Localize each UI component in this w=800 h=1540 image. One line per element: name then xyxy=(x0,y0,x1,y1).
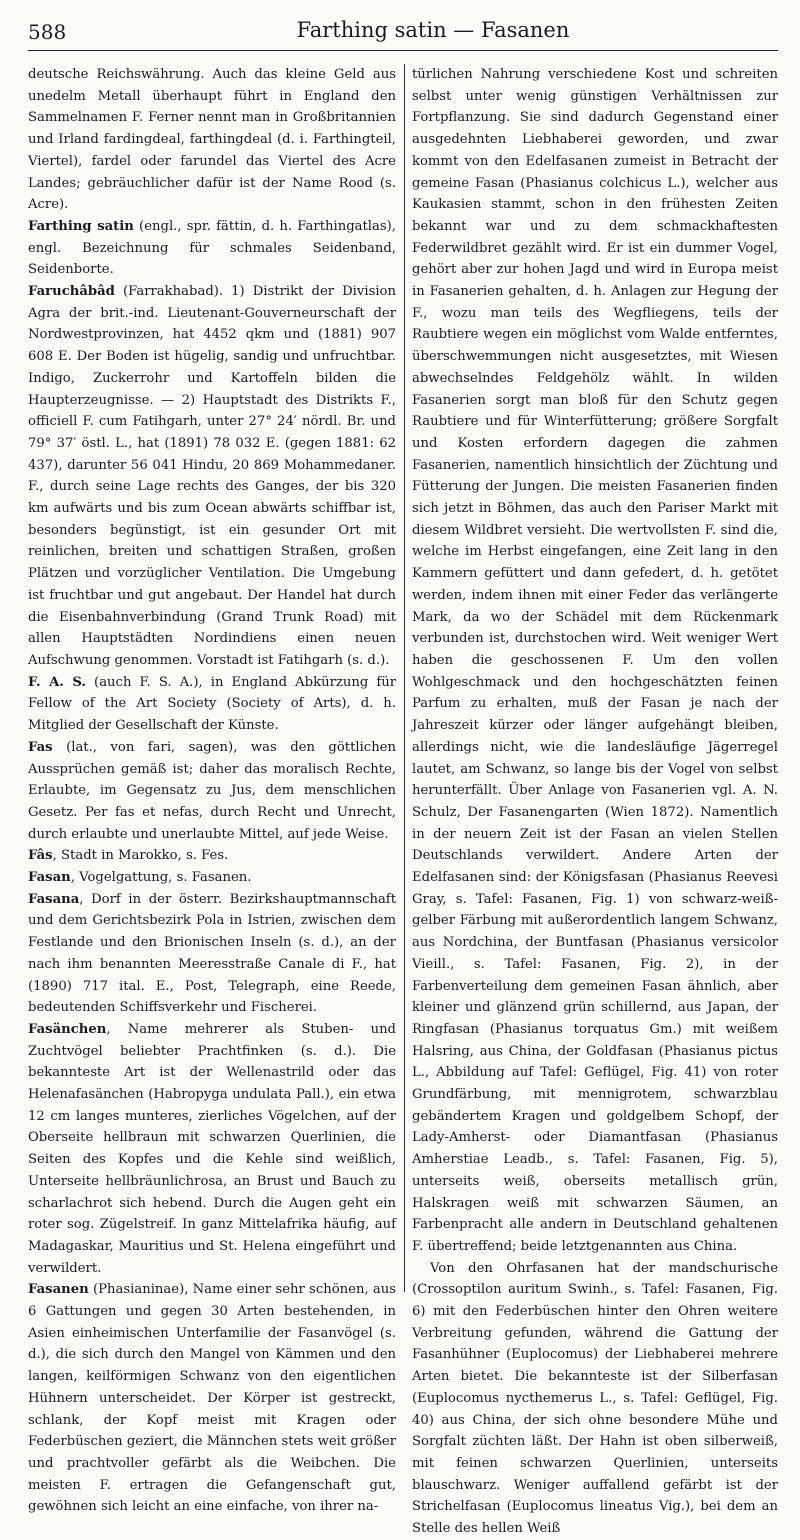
dictionary-entry xyxy=(28,889,396,1019)
entry-headword: Fasan xyxy=(28,870,71,886)
entry-text: (engl., spr. fättin, d. h. Farthingatlas), engl. Bezeichnung für schmales Seidenband, Seidenborte. xyxy=(28,218,396,278)
dictionary-entry xyxy=(28,867,396,889)
left-column xyxy=(28,64,396,1515)
right-column xyxy=(412,64,778,1537)
entry-headword: Fasanen xyxy=(28,1282,89,1298)
entry-text: , Vogelgattung, s. Fasanen. xyxy=(70,870,252,886)
entry-text: , Name mehrerer als Stuben- und Zuchtvögel beliebter Prachtfinken (s. d.). Die bekannteste Art ist der Wellenastrild oder das Helenafasänchen (Habropyga undulata Pall.), ein etwa 12 cm langes munteres, zierliches Vögelchen, auf der Oberseite hellbraun mit schwarzen Querlinien, die Seiten des Kopfes und die Kehle sind weißlich, Unterseite hellbräunlichrosa, an Brust und Bauch zu scharlachrot sich hebend. Durch die Augen geht ein roter sog. Zügelstreif. In ganz Mittelafrika häufig, auf Madagaskar, Mauritius und St. Helena eingeführt und verwildert. xyxy=(28,1021,396,1276)
entry-text: (Phasianinae), Name einer sehr schönen, aus 6 Gattungen und gegen 30 Arten bestehenden, in Asien einheimischen Unterfamilie der Fasanvögel (s. d.), die sich durch den Mangel von Kämmen und den langen, keilförmigen Schwanz von den eigentlichen Hühnern unterscheidet. Der Körper ist gestreckt, schlank, der Kopf meist mit Kragen oder Federbüschen geziert, die Männchen stets weit größer und prachtvoller gefärbt als die Weibchen. Die meisten F. ertragen die Gefangenschaft gut, gewöhnen sich leicht an eine einfache, von ihrer na- xyxy=(28,1282,396,1515)
running-title: Farthing satin — Fasanen xyxy=(296,18,570,42)
column-divider xyxy=(404,64,405,1292)
dictionary-entry xyxy=(28,1019,396,1279)
entry-text: Von den Ohrfasanen hat der mandschurische (Crossoptilon auritum Swinh., s. Tafel: Fasanen, Fig. 6) mit den Federbüschen hinter den Ohren weitere Verbreitung gefunden, während die Gattung der Fasanhühner (Euplocomus) der Liebhaberei mehrere Arten bietet. Die bekannteste ist der Silberfasan (Euplocomus nycthemerus L., s. Tafel: Geflügel, Fig. 40) aus China, der sich ohne besondere Mühe und Sorgfalt züchten läßt. Der Hahn ist oben silberweiß, mit feinen schwarzen Querlinien, unterseits blauschwarz. Weniger auffallend gefärbt ist der Strichelfasan (Euplocomus lineatus Vig.), bei dem an Stelle des hellen Weiß xyxy=(412,1260,778,1537)
entry-headword: Faruchâbâd xyxy=(28,284,115,300)
entry-headword: Fâs xyxy=(28,848,53,864)
entry-text: (auch F. S. A.), in England Abkürzung für Fellow of the Art Society (Society of Arts), d. h. Mitglied der Gesellschaft der Künste. xyxy=(28,674,396,734)
entry-text: (lat., von fari, sagen), was den göttlichen Aussprüchen gemäß ist; daher das moralisch Rechte, Erlaubte, im Gegensatz zu Jus, dem menschlichen Gesetz. Per fas et nefas, durch Recht und Unrecht, durch erlaubte und unerlaubte Mittel, auf jede Weise. xyxy=(28,739,396,842)
dictionary-entry xyxy=(28,737,396,846)
entry-text: türlichen Nahrung verschiedene Kost und schreiten selbst unter wenig günstigen Verhältnissen zur Fortpflanzung. Sie sind dadurch Gegenstand einer ausgedehnten Liebhaberei geworden, und zwar kommt von den Edelfasanen zumeist in Betracht der gemeine Fasan (Phasianus colchicus L.), welcher aus Kaukasien stammt, schon in den frühesten Zeiten bekannt war und zu dem schmackhaftesten Federwildbret gezählt wird. Er ist ein dummer Vogel, gehört aber zur hohen Jagd und wird in Europa meist in Fasanerien gehalten, d. h. Anlagen zur Hegung der F., wozu man teils des Wegfliegens, teils der Raubtiere wegen ein möglichst vom Walde entferntes, überschwemmungen nicht ausgesetztes, mit Wiesen abwechselndes Feldgehölz wählt. In wilden Fasanerien sorgt man bloß für den Schutz gegen Raubtiere und für Winterfütterung; größere Sorgfalt und Kosten erfordern dagegen die zahmen Fasanerien, namentlich hinsichtlich der Züchtung und Fütterung der Jungen. Die meisten Fasanerien finden sich jetzt in Böhmen, das auch den Pariser Markt mit diesem Wildbret versieht. Die wertvollsten F. sind die, welche im Herbst eingefangen, eine Zeit lang in den Kammern gefüttert und dann gefedert, d. h. getötet werden, indem ihnen mit einer Feder das verlängerte Mark, da wo der Schädel mit dem Rückenmark verbunden ist, durchstochen wird. Weit weniger Wert haben die geschossenen F. Um den vollen Wohlgeschmack und den hochgeschätzten feinen Parfum zu erhalten, muß der Fasan je nach der Jahreszeit kürzer oder länger aufgehängt bleiben, allerdings nicht, wie die landesläufige Jägerregel lautet, am Schwanz, so lange bis der Vogel von selbst herunterfällt. Über Anlage von Fasanerien vgl. A. N. Schulz, Der Fasanengarten (Wien 1872). Namentlich in der neuern Zeit ist der Fasan an vielen Stellen Deutschlands verwildert. Andere Arten der Edelfasanen sind: der Königsfasan (Phasianus Reevesi Gray, s. Tafel: Fasanen, Fig. 1) von schwarz-weiß-gelber Färbung mit außerordentlich langem Schwanz, aus Nordchina, der Buntfasan (Phasianus versicolor Vieill., s. Tafel: Fasanen, Fig. 2), in der Farbenverteilung dem gemeinen Fasan ähnlich, aber kleiner und glänzend grün schillernd, aus Japan, der Ringfasan (Phasianus torquatus Gm.) mit weißem Halsring, aus China, der Goldfasan (Phasianus pictus L., Abbildung auf Tafel: Geflügel, Fig. 41) von roter Grundfärbung, mit mennigrotem, schwarzblau gebändertem Kragen und goldgelbem Schopf, der Lady-Amherst- oder Diamantfasan (Phasianus Amherstiae Leadb., s. Tafel: Fasanen, Fig. 5), unterseits weiß, oberseits metallisch grün, Halskragen weiß mit schwarzen Säumen, an Farbenpracht alle andern in Deutschland gehaltenen F. übertreffend; beide letztgenannten aus China. xyxy=(412,67,778,1254)
entry-headword: F. A. S. xyxy=(28,674,86,690)
dictionary-entry xyxy=(28,216,396,281)
entry-text: , Stadt in Marokko, s. Fes. xyxy=(52,848,229,864)
entry-text: , Dorf in der österr. Bezirkshauptmannschaft und dem Gerichtsbezirk Pola in Istrien, zwischen dem Festlande und den Brionischen Inseln (s. d.), an der nach ihm benannten Meeresstraße Canale di F., hat (1890) 717 ital. E., Post, Telegraph, eine Reede, bedeutenden Schiffsverkehr und Fischerei. xyxy=(28,891,396,1016)
paragraph xyxy=(28,64,396,216)
paragraph xyxy=(412,64,778,1258)
entry-headword: Farthing satin xyxy=(28,218,134,234)
dictionary-entry xyxy=(28,281,396,672)
entry-headword: Fas xyxy=(28,739,53,755)
entry-text: deutsche Reichswährung. Auch das kleine Geld aus unedelm Metall überhaupt führt in England den Sammelnamen F. Ferner nennt man in Großbritannien und Irland fardingdeal, farthingdeal (d. i. Farthingteil, Viertel), fardel oder farundel das Viertel des Acre Landes; gebräuchlicher dafür ist der Name Rood (s. Acre). xyxy=(28,67,396,213)
entry-headword: Fasana xyxy=(28,891,80,907)
page-number: 588 xyxy=(28,20,67,44)
dictionary-entry xyxy=(28,1279,396,1518)
dictionary-entry xyxy=(28,672,396,737)
dictionary-entry xyxy=(28,845,396,867)
entry-headword: Fasänchen xyxy=(28,1021,107,1037)
page-header xyxy=(28,14,778,51)
entry-text: (Farrakhabad). 1) Distrikt der Division Agra der brit.-ind. Lieutenant-Gouverneurschaft der Nordwestprovinzen, hat 4452 qkm und (1881) 907 608 E. Der Boden ist hügelig, sandig und unfruchtbar. Indigo, Zuckerrohr und Kartoffeln bilden die Haupterzeugnisse. — 2) Hauptstadt des Distrikts F., officiell F. cum Fatihgarh, unter 27° 24′ nördl. Br. und 79° 37′ östl. L., hat (1891) 78 032 E. (gegen 1881: 62 437), darunter 56 041 Hindu, 20 869 Mohammedaner. F., durch seine Lage rechts des Ganges, der bis 320 km aufwärts und bis zum Ocean abwärts schiffbar ist, besonders begünstigt, ist ein gesunder Ort mit reinlichen, breiten und schattigen Straßen, großen Plätzen und vorzüglicher Ventilation. Die Umgebung ist fruchtbar und gut angebaut. Der Handel hat durch die Eisenbahnverbindung (Grand Trunk Road) mit allen Hauptstädten Nordindiens einen neuen Aufschwung genommen. Vorstadt ist Fatihgarh (s. d.). xyxy=(28,284,396,668)
paragraph xyxy=(412,1258,778,1540)
